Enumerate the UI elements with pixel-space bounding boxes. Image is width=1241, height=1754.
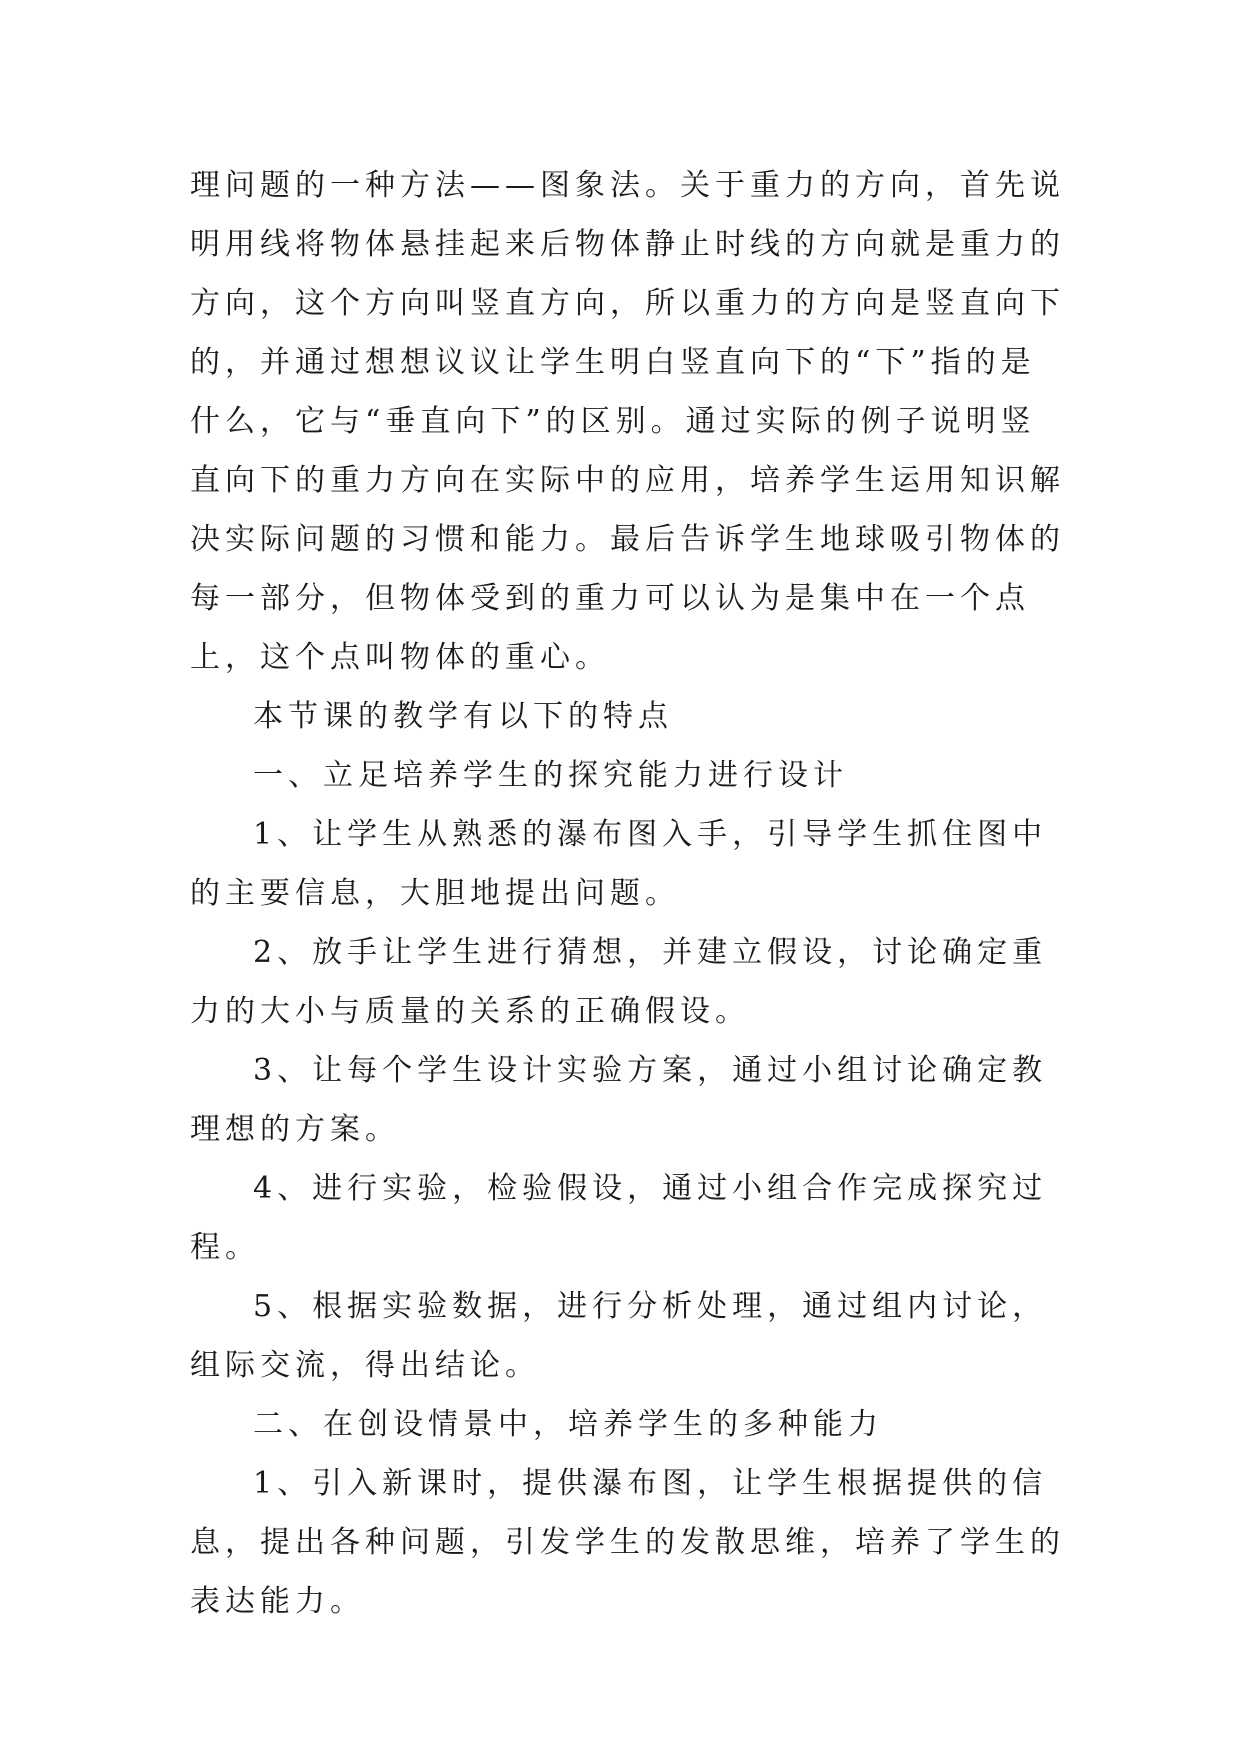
- list-item-1: 1、让学生从熟悉的瀑布图入手，引导学生抓住图中的主要信息，大胆地提出问题。: [190, 817, 1048, 911]
- paragraph-lesson-features: 本节课的教学有以下的特点: [253, 699, 673, 734]
- list-item-3: 3、让每个学生设计实验方案，通过小组讨论确定教理想的方案。: [190, 1053, 1048, 1147]
- list-item-5: 5、根据实验数据，进行分析处理，通过组内讨论，组际交流，得出结论。: [190, 1289, 1048, 1383]
- list-item-4: 4、进行实验，检验假设，通过小组合作完成探究过程。: [190, 1171, 1048, 1265]
- list-item-2: 2、放手让学生进行猜想，并建立假设，讨论确定重力的大小与质量的关系的正确假设。: [190, 935, 1048, 1029]
- list-item-abilities-1: 1、引入新课时，提供瀑布图，让学生根据提供的信息，提出各种问题，引发学生的发散思维，培养了学生的表达能力。: [190, 1466, 1065, 1619]
- document-body: [190, 156, 1070, 1631]
- paragraph-gravity-direction: 理问题的一种方法——图象法。关于重力的方向，首先说明用线将物体悬挂起来后物体静止时线的方向就是重力的方向，这个方向叫竖直方向，所以重力的方向是竖直向下的，并通过想想议议让学生明白竖直向下的“下”指的是什么，它与“垂直向下”的区别。通过实际的例子说明竖直向下的重力方向在实际中的应用，培养学生运用知识解决实际问题的习惯和能力。最后告诉学生地球吸引物体的每一部分，但物体受到的重力可以认为是集中在一个点上，这个点叫物体的重心。: [190, 168, 1065, 675]
- section-heading-abilities: 二、在创设情景中，培养学生的多种能力: [253, 1407, 883, 1442]
- section-heading-inquiry: 一、立足培养学生的探究能力进行设计: [253, 758, 848, 793]
